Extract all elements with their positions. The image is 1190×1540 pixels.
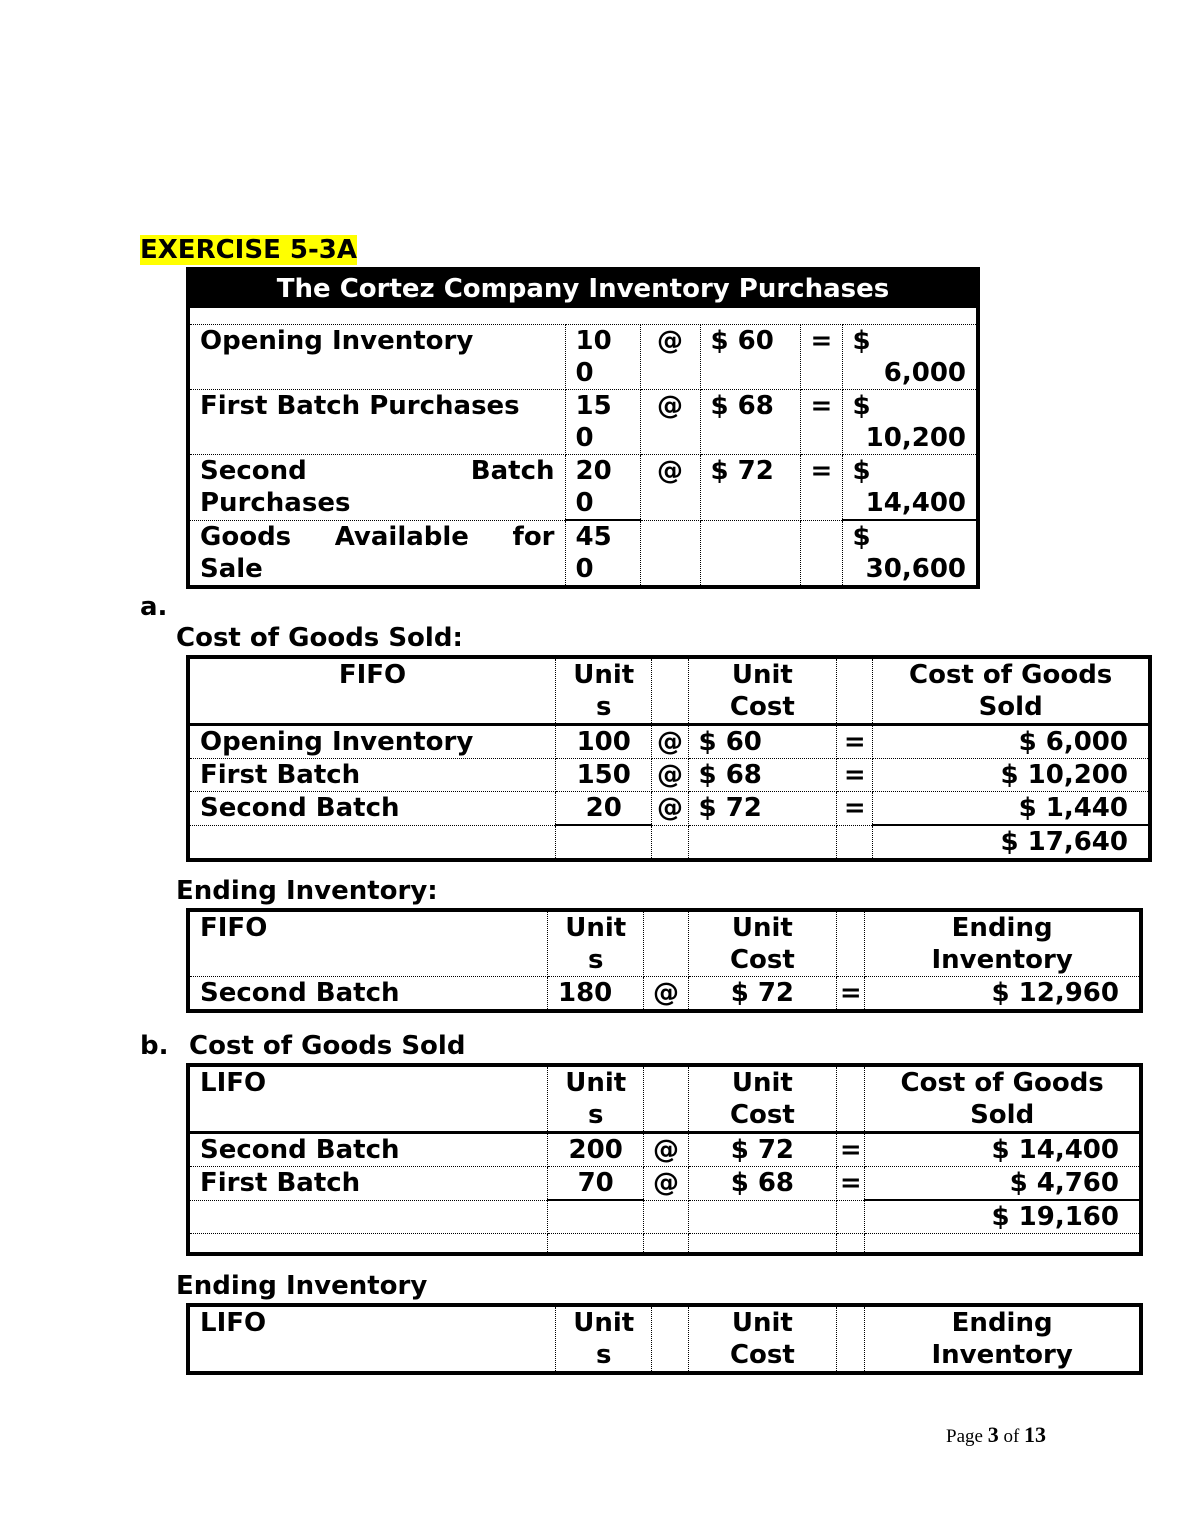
method-header: LIFO — [188, 1065, 548, 1133]
empty-cell — [700, 520, 800, 587]
header-row — [188, 1305, 1141, 1373]
total-value: 30,600 — [865, 554, 967, 584]
header-line: Unit — [731, 660, 793, 690]
total-value: 14,400 — [865, 488, 967, 518]
at-sign: @ — [644, 1133, 688, 1167]
at-sign: @ — [640, 325, 700, 390]
equals-sign: = — [800, 325, 842, 390]
header-line: Unit — [731, 1308, 793, 1338]
unit-cost-cell: $ 72 — [688, 977, 837, 1012]
label-line: Sale — [200, 553, 263, 584]
part-b-marker: b. — [140, 1031, 169, 1061]
empty-cell — [652, 825, 688, 860]
fifo-ei-table — [186, 908, 1143, 1013]
price-cell: $ 68 — [700, 390, 800, 455]
total-cell — [842, 520, 978, 587]
row-label: First Batch — [188, 1167, 548, 1201]
page-total: 13 — [1024, 1422, 1047, 1447]
units-part: 10 — [575, 326, 612, 356]
total-header — [865, 1065, 1141, 1133]
header-line: Unit — [565, 1068, 627, 1098]
spacer-row — [188, 308, 978, 325]
units-part: 45 — [575, 522, 612, 552]
empty-cell — [644, 1065, 688, 1133]
header-line: Unit — [573, 1308, 635, 1338]
header-line: Inventory — [931, 945, 1073, 975]
units-cell — [565, 520, 640, 587]
header-row — [188, 1065, 1141, 1133]
row-label: Second Batch — [188, 792, 556, 826]
fifo-ei-heading: Ending Inventory: — [176, 876, 438, 906]
header-line: Ending — [951, 1308, 1053, 1338]
total-cell — [842, 390, 978, 455]
unit-cost-header — [688, 910, 837, 977]
empty-cell — [188, 1234, 548, 1255]
unit-cost-cell: $ 60 — [688, 725, 837, 759]
grand-total: $ 19,160 — [865, 1200, 1141, 1234]
header-line: Unit — [573, 660, 635, 690]
header-line: s — [587, 1100, 604, 1130]
unit-cost-header — [688, 657, 837, 725]
header-line: Cost — [729, 1100, 795, 1130]
lifo-cogs-heading: Cost of Goods Sold — [189, 1031, 466, 1061]
empty-cell — [548, 1234, 644, 1255]
units-part: 15 — [575, 391, 612, 421]
empty-cell — [652, 1305, 688, 1373]
unit-cost-cell: $ 68 — [688, 759, 837, 792]
spacer-row — [188, 1234, 1141, 1255]
total-cell: $ 1,440 — [873, 792, 1150, 826]
fifo-cogs-heading: Cost of Goods Sold: — [176, 623, 463, 653]
header-line: Unit — [565, 913, 627, 943]
unit-cost-header — [688, 1305, 837, 1373]
units-cell — [565, 325, 640, 390]
empty-cell — [837, 657, 873, 725]
header-line: s — [595, 692, 612, 722]
empty-cell — [837, 1305, 865, 1373]
empty-cell — [837, 825, 873, 860]
total-cell — [842, 455, 978, 521]
header-line: Cost — [729, 1340, 795, 1370]
empty-cell — [688, 825, 837, 860]
equals-sign: = — [800, 390, 842, 455]
empty-cell — [644, 1200, 688, 1234]
empty-cell — [837, 1065, 865, 1133]
header-line: Sold — [978, 692, 1043, 722]
row-label — [188, 455, 565, 521]
empty-cell — [688, 1200, 837, 1234]
total-cell — [842, 325, 978, 390]
units-header — [556, 1305, 652, 1373]
total-cell: $ 14,400 — [865, 1133, 1141, 1167]
lifo-ei-heading: Ending Inventory — [176, 1271, 428, 1301]
at-sign: @ — [644, 1167, 688, 1201]
empty-cell — [640, 520, 700, 587]
fifo-cogs-table — [186, 655, 1152, 862]
total-header — [865, 910, 1141, 977]
empty-cell — [188, 1200, 548, 1234]
row-label — [188, 520, 565, 587]
purchases-title: The Cortez Company Inventory Purchases — [188, 269, 978, 308]
unit-cost-cell: $ 68 — [688, 1167, 837, 1201]
dollar-sign: $ — [852, 391, 871, 421]
header-row — [188, 910, 1141, 977]
lifo-ei-table — [186, 1303, 1143, 1375]
equals-sign: = — [800, 455, 842, 521]
total-cell: $ 10,200 — [873, 759, 1150, 792]
units-cell: 100 — [556, 725, 652, 759]
units-header — [548, 1065, 644, 1133]
header-line: Cost of Goods — [909, 660, 1113, 690]
row-label: Second Batch — [188, 977, 548, 1012]
lifo-cogs-table — [186, 1063, 1143, 1256]
unit-cost-cell: $ 72 — [688, 792, 837, 826]
unit-cost-cell: $ 72 — [688, 1133, 837, 1167]
purchases-table — [186, 267, 980, 589]
dollar-sign: $ — [852, 326, 871, 356]
table-row — [188, 390, 978, 455]
units-cell: 180 — [548, 977, 644, 1012]
table-row — [188, 520, 978, 587]
equals-sign: = — [837, 1167, 865, 1201]
units-header — [548, 910, 644, 977]
method-header: LIFO — [188, 1305, 556, 1373]
header-line: Inventory — [931, 1340, 1073, 1370]
row-label: Second Batch — [188, 1133, 548, 1167]
header-line: s — [595, 1340, 612, 1370]
empty-cell — [800, 520, 842, 587]
empty-cell — [837, 1234, 865, 1255]
row-label: First Batch — [188, 759, 556, 792]
table-row — [188, 1167, 1141, 1201]
purchases-title-row — [188, 269, 978, 308]
equals-sign: = — [837, 725, 873, 759]
at-sign: @ — [652, 725, 688, 759]
equals-sign: = — [837, 759, 873, 792]
header-line: Sold — [970, 1100, 1035, 1130]
total-row — [188, 825, 1150, 860]
header-line: Unit — [731, 913, 793, 943]
empty-cell — [688, 1234, 837, 1255]
row-label: First Batch Purchases — [188, 390, 565, 455]
units-cell: 150 — [556, 759, 652, 792]
table-row — [188, 325, 978, 390]
empty-cell — [837, 910, 865, 977]
of-word: of — [1003, 1426, 1020, 1447]
total-row — [188, 1200, 1141, 1234]
table-row — [188, 1133, 1141, 1167]
table-row — [188, 725, 1150, 759]
at-sign: @ — [652, 792, 688, 826]
page-footer — [946, 1422, 1046, 1448]
units-part: 0 — [575, 358, 594, 388]
total-cell: $ 12,960 — [865, 977, 1141, 1012]
table-row — [188, 977, 1141, 1012]
units-cell — [565, 390, 640, 455]
method-header: FIFO — [188, 657, 556, 725]
header-line: s — [587, 945, 604, 975]
at-sign: @ — [640, 455, 700, 521]
units-cell: 70 — [548, 1167, 644, 1201]
table-row — [188, 455, 978, 521]
label-line: Purchases — [200, 488, 351, 518]
empty-cell — [644, 910, 688, 977]
dollar-sign: $ — [852, 522, 871, 552]
units-part: 0 — [575, 488, 594, 518]
total-value: 6,000 — [883, 358, 967, 388]
units-part: 0 — [575, 554, 594, 584]
units-cell: 20 — [556, 792, 652, 826]
units-cell — [565, 455, 640, 521]
empty-cell — [548, 1200, 644, 1234]
row-label: Opening Inventory — [188, 725, 556, 759]
header-line: Cost of Goods — [900, 1068, 1104, 1098]
grand-total: $ 17,640 — [873, 825, 1150, 860]
header-line: Cost — [729, 692, 795, 722]
unit-cost-header — [688, 1065, 837, 1133]
empty-cell — [652, 657, 688, 725]
page-word: Page — [946, 1426, 983, 1447]
price-cell: $ 72 — [700, 455, 800, 521]
table-row — [188, 759, 1150, 792]
total-cell: $ 4,760 — [865, 1167, 1141, 1201]
equals-sign: = — [837, 792, 873, 826]
at-sign: @ — [652, 759, 688, 792]
label-line: Second Batch — [200, 456, 555, 486]
table-row — [188, 792, 1150, 826]
total-cell: $ 6,000 — [873, 725, 1150, 759]
row-label: Opening Inventory — [188, 325, 565, 390]
header-line: Unit — [731, 1068, 793, 1098]
at-sign: @ — [640, 390, 700, 455]
part-a-marker: a. — [140, 592, 168, 622]
empty-cell — [865, 1234, 1141, 1255]
at-sign: @ — [644, 977, 688, 1012]
header-line: Ending — [951, 913, 1053, 943]
empty-cell — [188, 825, 556, 860]
header-line: Cost — [729, 945, 795, 975]
label-line: Goods Available for — [200, 521, 555, 552]
empty-cell — [837, 1200, 865, 1234]
empty-cell — [644, 1234, 688, 1255]
exercise-title: EXERCISE 5-3A — [140, 235, 357, 265]
total-header — [873, 657, 1150, 725]
page-number: 3 — [987, 1422, 999, 1447]
price-cell: $ 60 — [700, 325, 800, 390]
units-cell: 200 — [548, 1133, 644, 1167]
total-value: 10,200 — [865, 423, 967, 453]
units-part: 0 — [575, 423, 594, 453]
equals-sign: = — [837, 1133, 865, 1167]
empty-cell — [556, 825, 652, 860]
units-part: 20 — [575, 456, 612, 486]
equals-sign: = — [837, 977, 865, 1012]
total-header — [865, 1305, 1141, 1373]
dollar-sign: $ — [852, 456, 871, 486]
header-row — [188, 657, 1150, 725]
units-header — [556, 657, 652, 725]
method-header: FIFO — [188, 910, 548, 977]
